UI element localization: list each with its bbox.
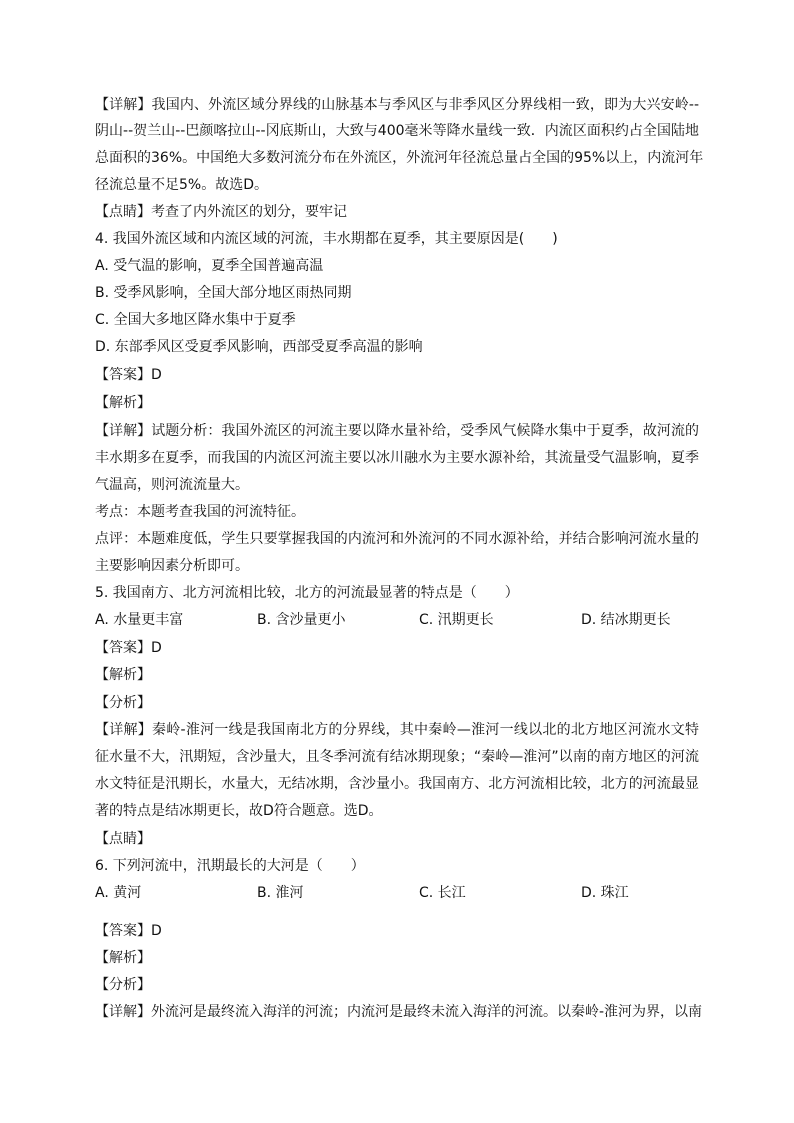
option-d: D. 珠江: [581, 885, 629, 901]
analysis-heading: 【解析】: [95, 395, 151, 411]
explanation-line: 【详解】秦岭-淮河一线是我国南北方的分界线，其中秦岭—淮河一线以北的北方地区河流水文特: [95, 722, 699, 738]
option-c: C. 全国大多地区降水集中于夏季: [95, 312, 296, 328]
explanation-line: 丰水期多在夏季，而我国的内流区河流主要以冰川融水为主要水源补给，其流量受气温影响，夏季: [95, 450, 699, 466]
question-6: 6. 下列河流中，汛期最长的大河是（ ）: [95, 858, 365, 874]
explanation-line: 阴山--贺兰山--巴颜喀拉山--冈底斯山，大致与400毫米等降水量线一致．内流区面积约占全国陆地: [95, 123, 699, 139]
analysis-heading: 【解析】: [95, 950, 151, 966]
question-4: 4. 我国外流区域和内流区域的河流，丰水期都在夏季，其主要原因是( ): [95, 231, 558, 247]
review-line: 点评：本题难度低，学生只要掌握我国的内流河和外流河的不同水源补给，并结合影响河流水量的: [95, 531, 699, 547]
option-d: D. 东部季风区受夏季风影响，西部受夏季高温的影响: [95, 339, 423, 355]
analysis-subheading: 【分析】: [95, 977, 151, 993]
explanation-line: 【详解】我国内、外流区域分界线的山脉基本与季风区与非季风区分界线相一致，即为大兴安岭--: [95, 97, 699, 113]
explanation-line: 水文特征是汛期长，水量大，无结冰期，含沙量小。我国南方、北方河流相比较，北方的河流最显: [95, 776, 699, 792]
explanation-line: 著的特点是结冰期更长，故D符合题意。选D。: [95, 803, 383, 819]
explanation-line: 总面积的36%。中国绝大多数河流分布在外流区，外流河年径流总量占全国的95%以上，内流河年: [95, 150, 704, 166]
explanation-line: 径流总量不足5%。故选D。: [95, 177, 268, 193]
comment-line: 【点睛】: [95, 831, 151, 847]
answer-line: 【答案】D: [95, 640, 162, 656]
option-b: B. 淮河: [257, 885, 304, 901]
explanation-line: 【详解】外流河是最终流入海洋的河流；内流河是最终未流入海洋的河流。以秦岭-淮河为界，以南: [95, 1004, 703, 1020]
review-line: 主要影响因素分析即可。: [95, 558, 249, 574]
option-c: C. 汛期更长: [419, 612, 494, 628]
options-row: [95, 882, 705, 904]
option-a: A. 水量更丰富: [95, 612, 184, 628]
option-c: C. 长江: [419, 885, 466, 901]
option-d: D. 结冰期更长: [581, 612, 671, 628]
test-point-line: 考点：本题考查我国的河流特征。: [95, 504, 305, 520]
explanation-line: 气温高，则河流流量大。: [95, 477, 249, 493]
answer-line: 【答案】D: [95, 367, 162, 383]
option-a: A. 受气温的影响，夏季全国普遍高温: [95, 258, 324, 274]
option-a: A. 黄河: [95, 885, 142, 901]
comment-line: 【点睛】考查了内外流区的划分，要牢记: [95, 204, 347, 220]
analysis-subheading: 【分析】: [95, 695, 151, 711]
option-b: B. 受季风影响，全国大部分地区雨热同期: [95, 285, 352, 301]
options-row: [95, 609, 705, 631]
question-5: 5. 我国南方、北方河流相比较，北方的河流最显著的特点是（ ）: [95, 585, 519, 601]
explanation-line: 征水量不大，汛期短，含沙量大，且冬季河流有结冰期现象；“秦岭—淮河”以南的南方地区的河流: [95, 749, 699, 765]
answer-line: 【答案】D: [95, 923, 162, 939]
analysis-heading: 【解析】: [95, 667, 151, 683]
explanation-line: 【详解】试题分析：我国外流区的河流主要以降水量补给，受季风气候降水集中于夏季，故河流的: [95, 423, 699, 439]
option-b: B. 含沙量更小: [257, 612, 346, 628]
